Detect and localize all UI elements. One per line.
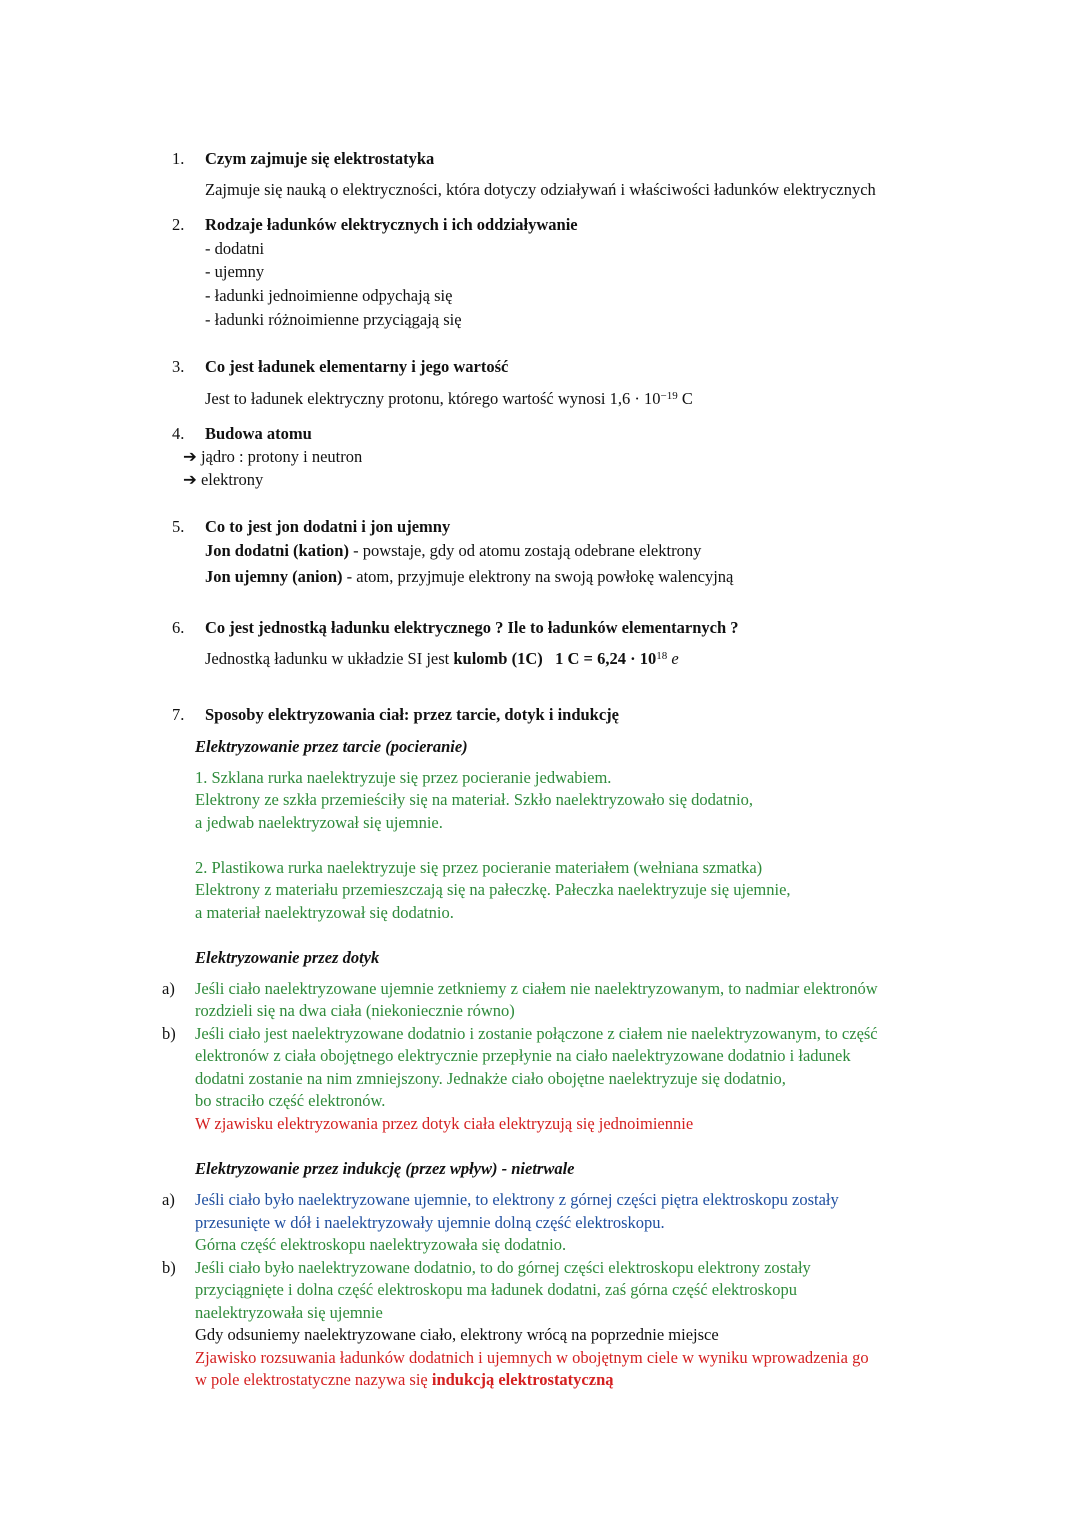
touch-heading: Elektryzowanie przez dotyk xyxy=(195,948,380,967)
touch-a-line1: Jeśli ciało naelektryzowane ujemnie zetkniemy z ciałem nie naelektryzowanym, to nadmiar elektronów xyxy=(195,979,878,998)
induction-a-label: a) xyxy=(162,1190,175,1209)
induction-a-line1: Jeśli ciało było naelektryzowane ujemnie, to elektrony z górnej części piętra elektroskopu zostały xyxy=(195,1190,839,1209)
q5-anion: Jon ujemny (anion) - atom, przyjmuje elektrony na swoją powłokę walencyjną xyxy=(205,567,734,586)
q2-item-negative: - ujemny xyxy=(205,262,265,281)
friction-p1-line2: Elektrony ze szkła przemieściły się na materiał. Szkło naelektryzowało się dodatnio, xyxy=(195,790,754,809)
q5-title: Co to jest jon dodatni i jon ujemny xyxy=(205,517,451,536)
q3-title: Co jest ładunek elementarny i jego wartość xyxy=(205,357,509,376)
friction-heading: Elektryzowanie przez tarcie (pocieranie) xyxy=(195,737,468,756)
q1-answer: Zajmuje się nauką o elektryczności, która dotyczy odziaływań i właściwości ładunków elektrycznych xyxy=(205,180,876,199)
induction-remove: Gdy odsuniemy naelektryzowane ciało, elektrony wrócą na poprzednie miejsce xyxy=(195,1325,719,1344)
induction-heading: Elektryzowanie przez indukcję (przez wpływ) - nietrwale xyxy=(195,1159,575,1178)
touch-note: W zjawisku elektryzowania przez dotyk ciała elektryzują się jednoimiennie xyxy=(195,1114,694,1133)
q1-title: Czym zajmuje się elektrostatyka xyxy=(205,149,435,168)
touch-b-label: b) xyxy=(162,1024,176,1043)
q7-number: 7. xyxy=(172,705,185,724)
induction-b-line2: przyciągnięte i dolna część elektroskopu ma ładunek dodatni, zaś górna część elektroskopu xyxy=(195,1280,798,1299)
q4-title: Budowa atomu xyxy=(205,424,312,443)
induction-b-label: b) xyxy=(162,1258,176,1277)
q5-cation: Jon dodatni (kation) - powstaje, gdy od atomu zostają odebrane elektrony xyxy=(205,541,702,560)
q6-number: 6. xyxy=(172,618,185,637)
friction-p1-line1: 1. Szklana rurka naelektryzuje się przez pocieranie jedwabiem. xyxy=(195,768,612,787)
touch-a-label: a) xyxy=(162,979,175,998)
touch-b-line1: Jeśli ciało jest naelektryzowane dodatnio i zostanie połączone z ciałem nie naelektryzowanym, to część xyxy=(195,1024,878,1043)
q3-number: 3. xyxy=(172,357,185,376)
induction-a-line2: przesunięte w dół i naelektryzowały ujemnie dolną część elektroskopu. xyxy=(195,1213,665,1232)
induction-b-line3: naelektryzowała się ujemnie xyxy=(195,1303,383,1322)
q4-number: 4. xyxy=(172,424,185,443)
q2-item-repel: - ładunki jednoimienne odpychają się xyxy=(205,286,453,305)
induction-a-line3: Górna część elektroskopu naelektryzowała się dodatnio. xyxy=(195,1235,567,1254)
q3-answer: Jest to ładunek elektryczny protonu, którego wartość wynosi $1,6 \cdot 10^{-19}$ C xyxy=(205,389,693,408)
induction-definition-line2: w pole elektrostatyczne nazywa się indukcją elektrostatyczną xyxy=(195,1370,614,1389)
touch-b-line4: bo straciło część elektronów. xyxy=(195,1091,386,1110)
friction-p2-line2: Elektrony z materiału przemieszczają się na pałeczkę. Pałeczka naelektryzuje się ujemnie, xyxy=(195,880,791,899)
friction-p2-line3: a materiał naelektryzował się dodatnio. xyxy=(195,903,454,922)
induction-definition-line1: Zjawisko rozsuwania ładunków dodatnich i ujemnych w obojętnym ciele w wyniku wprowadzenia go xyxy=(195,1348,869,1367)
induction-b-line1: Jeśli ciało było naelektryzowane dodatnio, to do górnej części elektroskopu elektrony zostały xyxy=(195,1258,811,1277)
q1-number: 1. xyxy=(172,149,185,168)
touch-a-line2: rozdzieli się na dwa ciała (niekoniecznie równo) xyxy=(195,1001,515,1020)
q7-title: Sposoby elektryzowania ciał: przez tarcie, dotyk i indukcję xyxy=(205,705,619,724)
q2-item-positive: - dodatni xyxy=(205,239,265,258)
friction-p2-line1: 2. Plastikowa rurka naelektryzuje się przez pocieranie materiałem (wełniana szmatka) xyxy=(195,858,763,877)
q2-number: 2. xyxy=(172,215,185,234)
q2-title: Rodzaje ładunków elektrycznych i ich oddziaływanie xyxy=(205,215,578,234)
q4-item-nucleus: ➔ jądro : protony i neutron xyxy=(183,447,363,466)
q6-answer: Jednostką ładunku w układzie SI jest kulomb (1C) 1 $C = 6,24 \cdot 10^{18}$ e xyxy=(205,649,679,668)
touch-b-line3: dodatni zostanie na nim zmniejszony. Jednakże ciało obojętne naelektryzuje się dodatnio, xyxy=(195,1069,786,1088)
touch-b-line2: elektronów z ciała obojętnego elektrycznie przepłynie na ciało naelektryzowane dodatnio i ładunek xyxy=(195,1046,851,1065)
q5-number: 5. xyxy=(172,517,185,536)
q6-title: Co jest jednostką ładunku elektrycznego ? Ile to ładunków elementarnych ? xyxy=(205,618,739,637)
q4-item-electrons: ➔ elektrony xyxy=(183,470,264,489)
friction-p1-line3: a jedwab naelektryzował się ujemnie. xyxy=(195,813,443,832)
q2-item-attract: - ładunki różnoimienne przyciągają się xyxy=(205,310,462,329)
